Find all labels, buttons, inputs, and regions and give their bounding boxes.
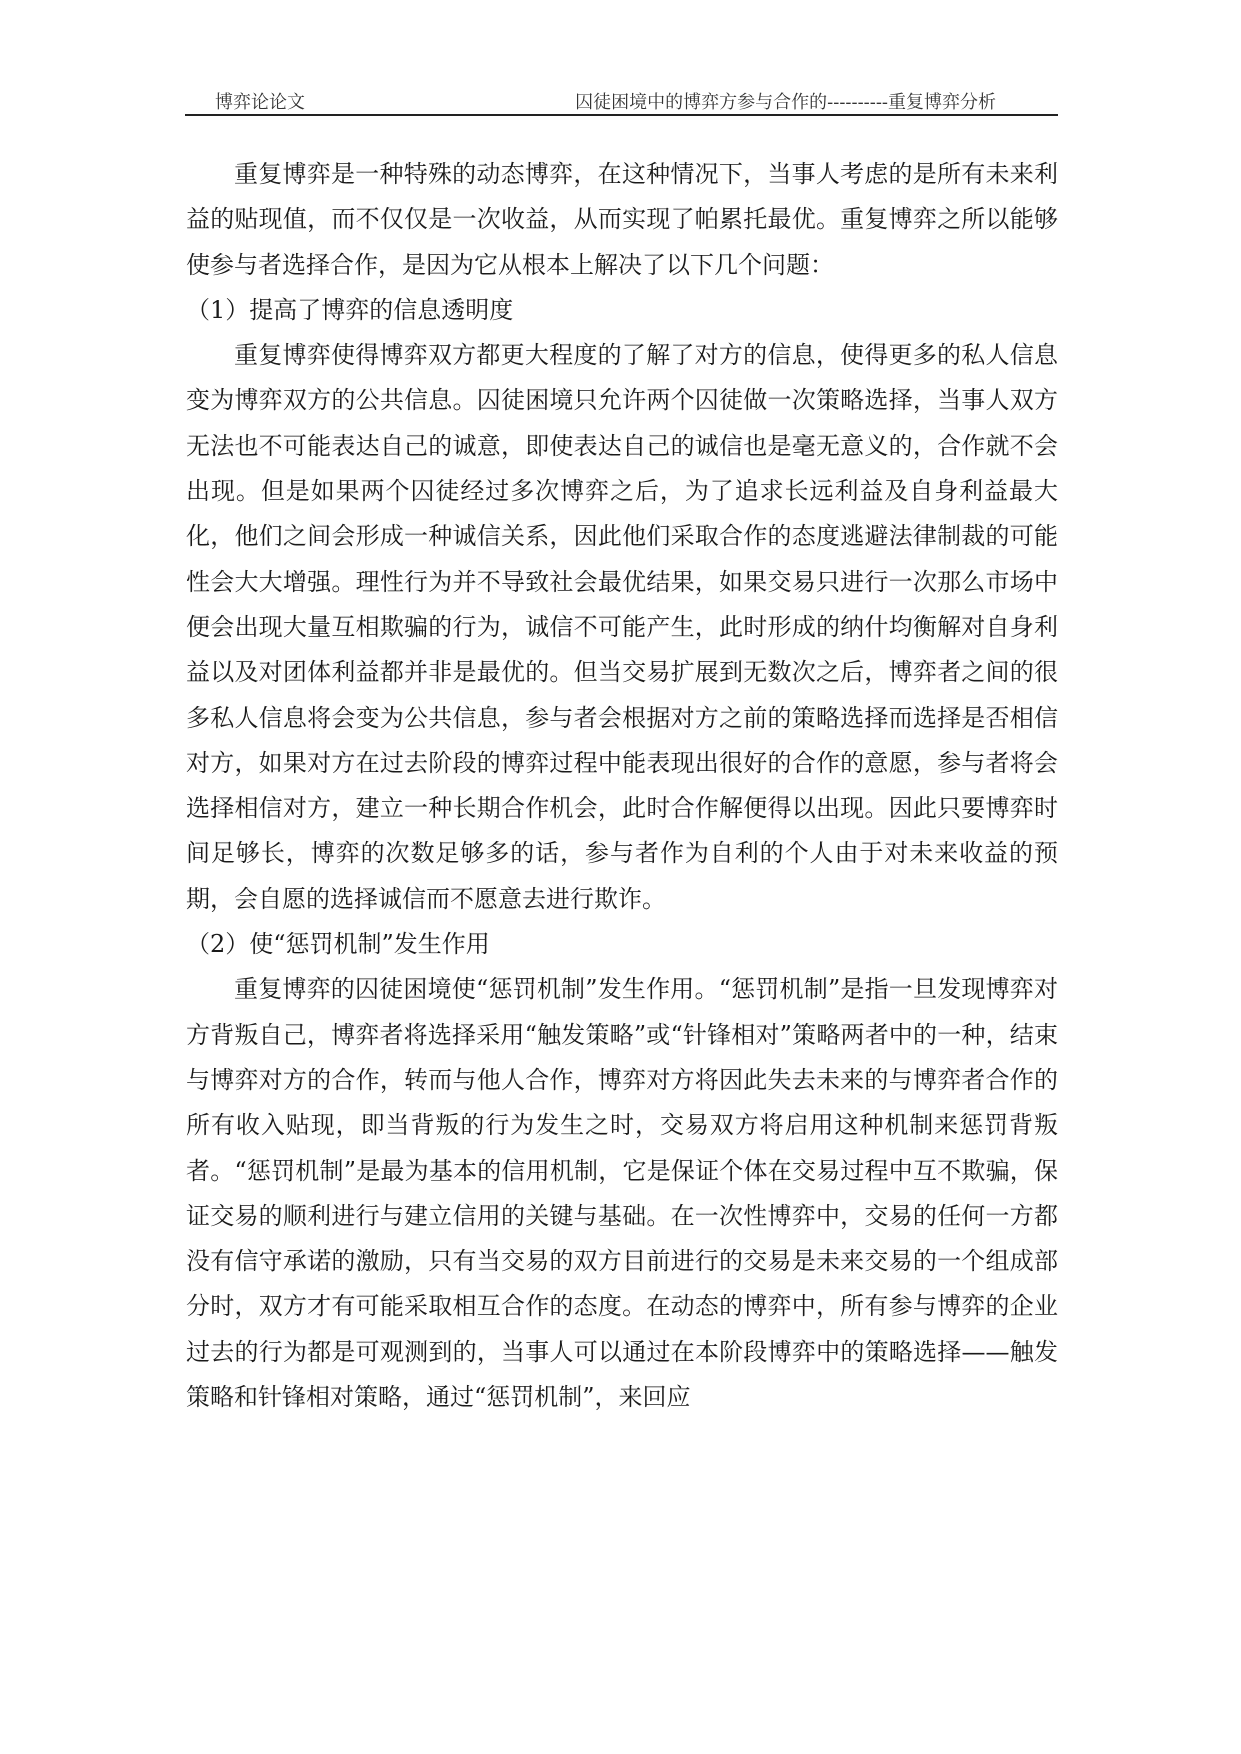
document-body — [186, 152, 1058, 1420]
paragraph-punishment-mechanism: 重复博弈的囚徒困境使“惩罚机制”发生作用。“惩罚机制”是指一旦发现博弈对方背叛自己，博弈者将选择采用“触发策略”或“针锋相对”策略两者中的一种，结束与博弈对方的合作，转而与他人合作，博弈对方将因此失去未来的与博弈者合作的所有收入贴现，即当背叛的行为发生之时，交易双方将启用这种机制来惩罚背叛者。“惩罚机制”是最为基本的信用机制，它是保证个体在交易过程中互不欺骗，保证交易的顺利进行与建立信用的关键与基础。在一次性博弈中，交易的任何一方都没有信守承诺的激励，只有当交易的双方目前进行的交易是未来交易的一个组成部分时，双方才有可能采取相互合作的态度。在动态的博弈中，所有参与博弈的企业过去的行为都是可观测到的，当事人可以通过在本阶段博弈中的策略选择——触发策略和针锋相对策略，通过“惩罚机制”，来回应 — [186, 975, 1058, 1412]
section-heading-1: （1）提高了博弈的信息透明度 — [186, 295, 514, 324]
header-left-title: 博弈论论文 — [215, 92, 305, 113]
paragraph-information-transparency: 重复博弈使得博弈双方都更大程度的了解了对方的信息，使得更多的私人信息变为博弈双方的公共信息。囚徒困境只允许两个囚徒做一次策略选择，当事人双方无法也不可能表达自己的诚意，即使表达自己的诚信也是毫无意义的，合作就不会出现。但是如果两个囚徒经过多次博弈之后，为了追求长远利益及自身利益最大化，他们之间会形成一种诚信关系，因此他们采取合作的态度逃避法律制裁的可能性会大大增强。理性行为并不导致社会最优结果，如果交易只进行一次那么市场中便会出现大量互相欺骗的行为，诚信不可能产生，此时形成的纳什均衡解对自身利益以及对团体利益都并非是最优的。但当交易扩展到无数次之后，博弈者之间的很多私人信息将会变为公共信息，参与者会根据对方之前的策略选择而选择是否相信对方，如果对方在过去阶段的博弈过程中能表现出很好的合作的意愿，参与者将会选择相信对方，建立一种长期合作机会，此时合作解便得以出现。因此只要博弈时间足够长，博弈的次数足够多的话，参与者作为自利的个人由于对未来收益的预期，会自愿的选择诚信而不愿意去进行欺诈。 — [186, 341, 1058, 913]
header-right-title: 囚徒困境中的博弈方参与合作的----------重复博弈分析 — [575, 92, 996, 113]
section-heading-2: （2）使“惩罚机制”发生作用 — [186, 930, 490, 959]
page-header — [185, 84, 1058, 116]
paragraph-intro: 重复博弈是一种特殊的动态博弈，在这种情况下，当事人考虑的是所有未来利益的贴现值，而不仅仅是一次收益，从而实现了帕累托最优。重复博弈之所以能够使参与者选择合作，是因为它从根本上解决了以下几个问题： — [186, 160, 1058, 279]
